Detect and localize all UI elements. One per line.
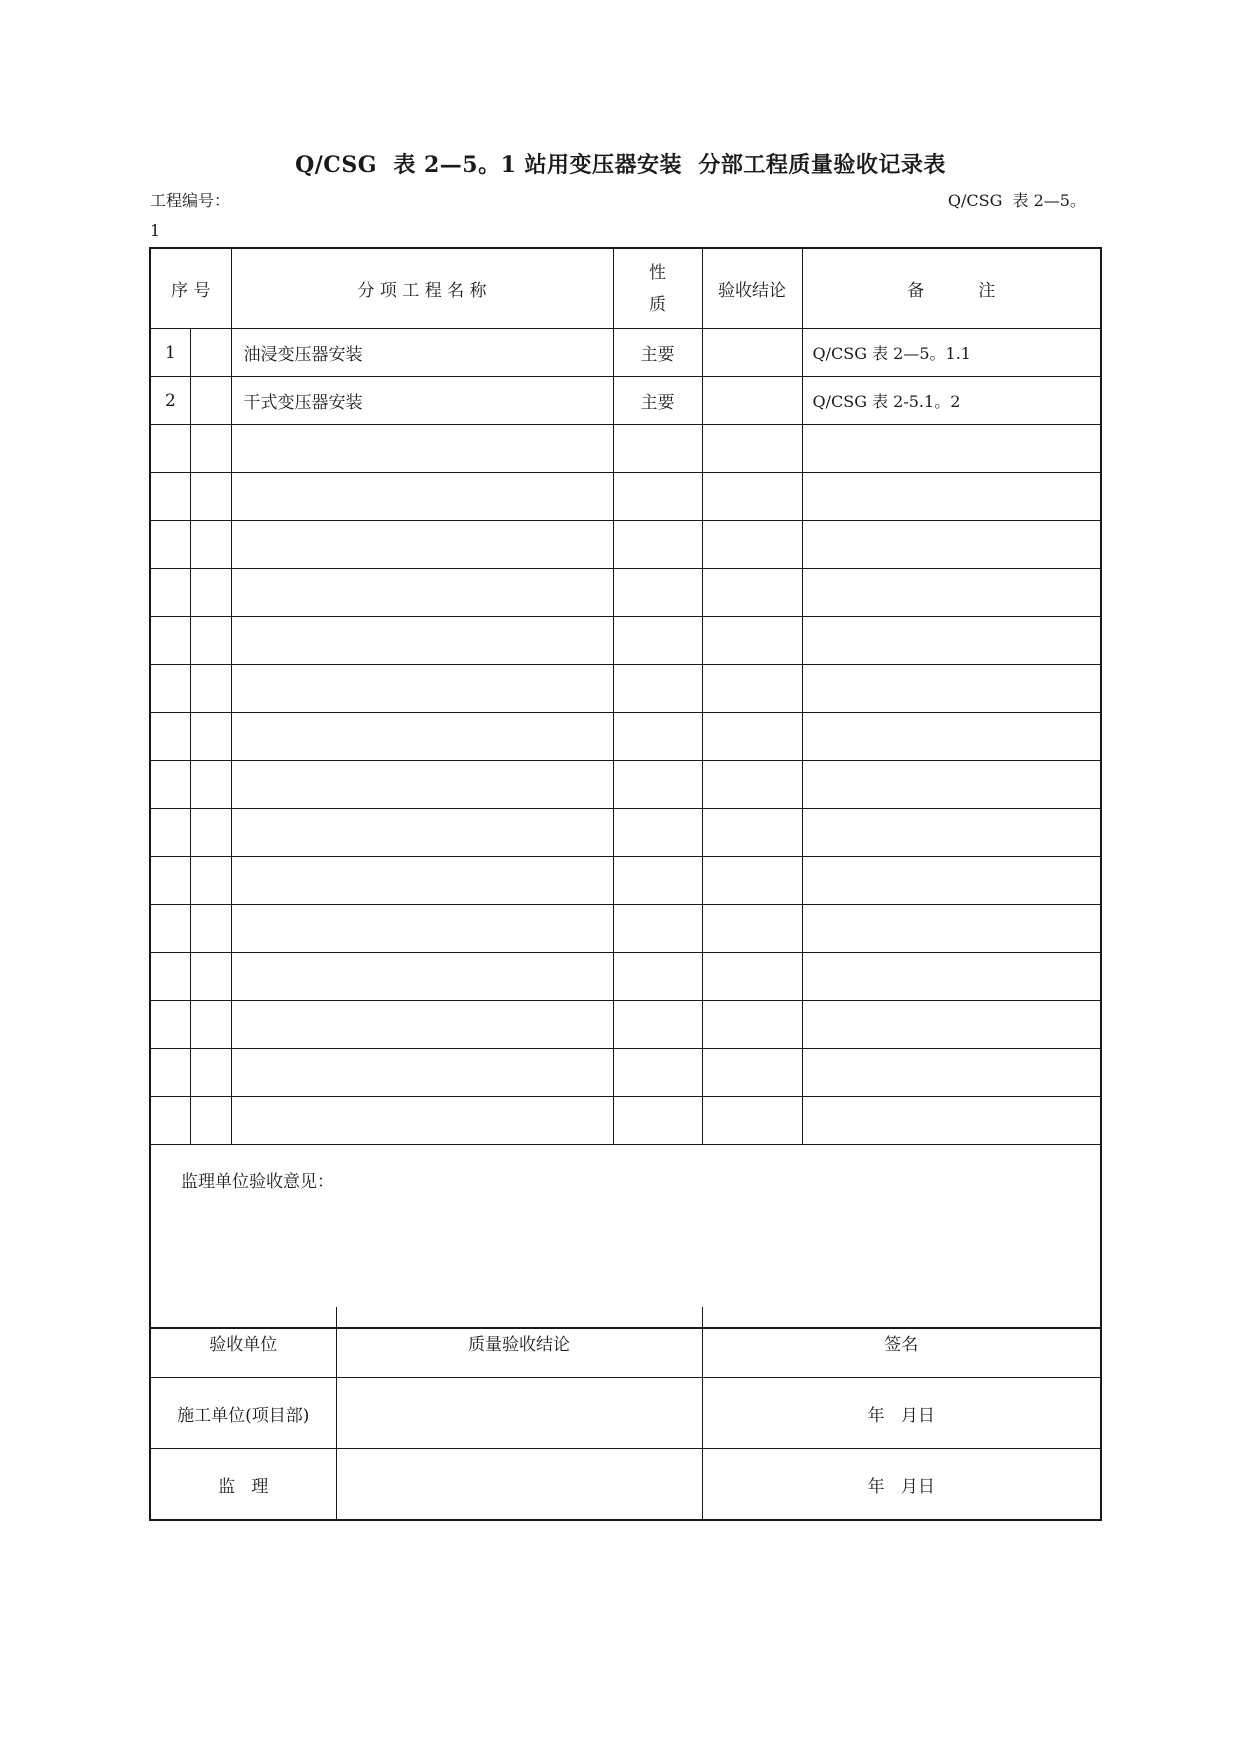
row-number xyxy=(150,521,190,569)
sign-header-conclusion: 质量验收结论 xyxy=(336,1307,702,1378)
header-conclusion xyxy=(702,248,802,329)
header-conclusion-label: 验收结论 xyxy=(718,281,786,301)
row-number xyxy=(150,425,190,473)
row-sub-number xyxy=(190,569,231,617)
project-number-label: 工程编号： xyxy=(150,191,231,210)
row-remark xyxy=(802,425,1101,473)
header-name-label: 分 项 工 程 名 称 xyxy=(357,281,487,301)
row-conclusion xyxy=(702,953,802,1001)
row-sub-number xyxy=(190,953,231,1001)
row-sub-number xyxy=(190,425,231,473)
table-row xyxy=(150,953,1101,1001)
row-sub-number xyxy=(190,521,231,569)
row-conclusion xyxy=(702,329,802,377)
row-item-name: 干式变压器安装 xyxy=(231,377,613,425)
sign-row-unit: 施工单位(项目部) xyxy=(150,1378,336,1449)
header-remark xyxy=(802,248,1101,329)
row-nature xyxy=(613,521,702,569)
row-number xyxy=(150,665,190,713)
row-number xyxy=(150,1049,190,1097)
table-row xyxy=(150,377,1101,425)
signature-row xyxy=(150,1449,1101,1521)
row-sub-number xyxy=(190,1049,231,1097)
row-remark xyxy=(802,617,1101,665)
row-item-name xyxy=(231,473,613,521)
sign-row-date: 年 月日 xyxy=(702,1449,1101,1521)
row-conclusion xyxy=(702,761,802,809)
row-sub-number xyxy=(190,665,231,713)
row-sub-number xyxy=(190,1001,231,1049)
sign-row-unit: 监 理 xyxy=(150,1449,336,1521)
row-item-name xyxy=(231,1097,613,1145)
row-conclusion xyxy=(702,617,802,665)
row-number xyxy=(150,1097,190,1145)
row-conclusion xyxy=(702,377,802,425)
row-sub-number xyxy=(190,713,231,761)
row-remark xyxy=(802,569,1101,617)
row-number xyxy=(150,809,190,857)
row-remark xyxy=(802,857,1101,905)
row-remark xyxy=(802,1001,1101,1049)
header-remark-label: 备 注 xyxy=(907,281,996,301)
row-item-name: 油浸变压器安装 xyxy=(231,329,613,377)
row-number xyxy=(150,761,190,809)
supervisor-opinion xyxy=(150,1145,1101,1329)
table-row xyxy=(150,665,1101,713)
row-nature xyxy=(613,857,702,905)
row-number xyxy=(150,1001,190,1049)
row-item-name xyxy=(231,1049,613,1097)
row-nature xyxy=(613,905,702,953)
row-remark xyxy=(802,1097,1101,1145)
opinion-row xyxy=(150,1145,1101,1329)
row-remark xyxy=(802,953,1101,1001)
row-conclusion xyxy=(702,425,802,473)
row-item-name xyxy=(231,521,613,569)
supervisor-opinion-label: 监理单位验收意见： xyxy=(181,1172,334,1192)
row-remark xyxy=(802,905,1101,953)
table-header-row xyxy=(150,248,1101,329)
row-number: 2 xyxy=(150,377,190,425)
row-number xyxy=(150,473,190,521)
row-conclusion xyxy=(702,1097,802,1145)
row-conclusion xyxy=(702,809,802,857)
row-sub-number xyxy=(190,617,231,665)
row-item-name xyxy=(231,953,613,1001)
row-nature xyxy=(613,665,702,713)
table-row xyxy=(150,1049,1101,1097)
row-sub-number xyxy=(190,857,231,905)
row-conclusion xyxy=(702,665,802,713)
table-row xyxy=(150,473,1101,521)
header-seq xyxy=(150,248,231,329)
form-code: Q/CSG 表 2—5。 xyxy=(947,191,1086,210)
inspection-table xyxy=(149,247,1102,1329)
sign-header-unit: 验收单位 xyxy=(150,1307,336,1378)
row-item-name xyxy=(231,761,613,809)
row-sub-number xyxy=(190,473,231,521)
row-conclusion xyxy=(702,1001,802,1049)
row-remark xyxy=(802,473,1101,521)
row-remark xyxy=(802,761,1101,809)
row-item-name xyxy=(231,713,613,761)
header-nature-line1: 性 xyxy=(649,262,666,283)
header-nature xyxy=(613,248,702,329)
row-nature xyxy=(613,761,702,809)
row-conclusion xyxy=(702,857,802,905)
row-item-name xyxy=(231,569,613,617)
row-sub-number xyxy=(190,809,231,857)
table-row xyxy=(150,1097,1101,1145)
table-row xyxy=(150,857,1101,905)
row-sub-number xyxy=(190,1097,231,1145)
row-number: 1 xyxy=(150,329,190,377)
row-nature xyxy=(613,425,702,473)
table-row xyxy=(150,521,1101,569)
row-remark xyxy=(802,521,1101,569)
row-item-name xyxy=(231,857,613,905)
sign-header-signature: 签名 xyxy=(702,1307,1101,1378)
row-nature xyxy=(613,809,702,857)
row-conclusion xyxy=(702,713,802,761)
row-nature xyxy=(613,953,702,1001)
row-remark xyxy=(802,713,1101,761)
row-remark: Q/CSG 表 2—5。1.1 xyxy=(802,329,1101,377)
table-row xyxy=(150,1001,1101,1049)
table-row xyxy=(150,425,1101,473)
row-conclusion xyxy=(702,521,802,569)
row-nature: 主要 xyxy=(613,329,702,377)
row-number xyxy=(150,953,190,1001)
row-sub-number xyxy=(190,377,231,425)
document-title: Q/CSG 表 2—5。1 站用变压器安装 分部工程质量验收记录表 xyxy=(295,152,946,178)
row-sub-number xyxy=(190,761,231,809)
row-item-name xyxy=(231,617,613,665)
header-seq-label: 序 号 xyxy=(171,281,211,301)
row-nature xyxy=(613,713,702,761)
header-nature-line2: 质 xyxy=(649,294,666,315)
sign-row-conclusion xyxy=(336,1449,702,1521)
row-conclusion xyxy=(702,569,802,617)
row-nature xyxy=(613,569,702,617)
table-row xyxy=(150,809,1101,857)
row-conclusion xyxy=(702,1049,802,1097)
sign-row-conclusion xyxy=(336,1378,702,1449)
row-sub-number xyxy=(190,329,231,377)
row-number xyxy=(150,617,190,665)
row-number xyxy=(150,569,190,617)
row-item-name xyxy=(231,905,613,953)
table-row xyxy=(150,617,1101,665)
sign-row-date: 年 月日 xyxy=(702,1378,1101,1449)
table-row xyxy=(150,329,1101,377)
signature-table xyxy=(149,1307,1102,1521)
row-number xyxy=(150,905,190,953)
table-row xyxy=(150,713,1101,761)
row-item-name xyxy=(231,1001,613,1049)
row-nature: 主要 xyxy=(613,377,702,425)
table-row xyxy=(150,569,1101,617)
row-remark xyxy=(802,1049,1101,1097)
row-remark xyxy=(802,665,1101,713)
row-nature xyxy=(613,473,702,521)
row-number xyxy=(150,857,190,905)
row-item-name xyxy=(231,809,613,857)
header-name xyxy=(231,248,613,329)
row-nature xyxy=(613,1049,702,1097)
row-nature xyxy=(613,1097,702,1145)
row-conclusion xyxy=(702,473,802,521)
signature-header-row xyxy=(150,1307,1101,1378)
signature-row xyxy=(150,1378,1101,1449)
row-conclusion xyxy=(702,905,802,953)
row-number xyxy=(150,713,190,761)
row-sub-number xyxy=(190,905,231,953)
row-remark: Q/CSG 表 2-5.1。2 xyxy=(802,377,1101,425)
form-code-wrap: 1 xyxy=(150,221,161,240)
table-row xyxy=(150,761,1101,809)
row-nature xyxy=(613,617,702,665)
row-nature xyxy=(613,1001,702,1049)
row-item-name xyxy=(231,425,613,473)
row-item-name xyxy=(231,665,613,713)
row-remark xyxy=(802,809,1101,857)
table-row xyxy=(150,905,1101,953)
